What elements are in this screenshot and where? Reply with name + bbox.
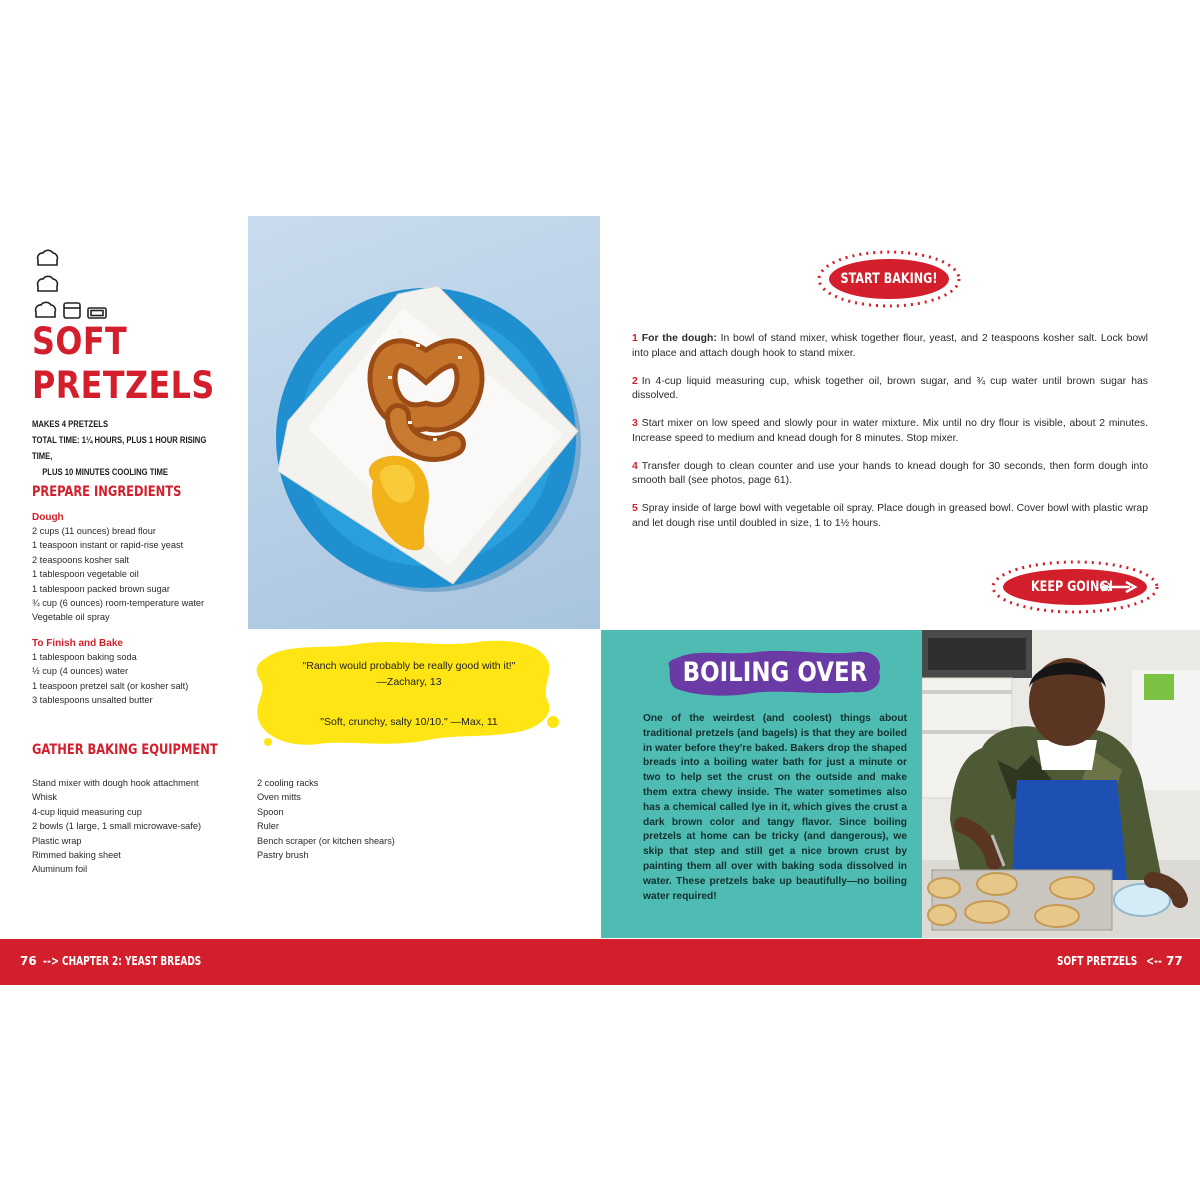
boiling-over-text: One of the weirdest (and coolest) things about traditional pretzels (and bagels) is that they are boiled in water before they're baked. Bakers drop the shaped breads into a boiling water bath for just a minute or two to help set the crust on the outside and make them extra chewy inside. The water sometimes also has a chemical called lye in it, which gives the crust a dark brown color and tangy flavor. Since boiling pretzels at home can be tricky (and dangerous), we skip that step and still get a nice brown crust by painting them all over with baking soda dissolved in water. These pretzels bake up beautifully—no boiling water required! (643, 713, 907, 902)
recipe-step (632, 375, 1148, 404)
pretzel-illustration (248, 216, 600, 629)
book-spread (0, 216, 1200, 986)
right-page-number: 77 (1166, 954, 1183, 968)
boiling-over-title: BOILING OVER (682, 656, 868, 688)
equipment-item: Oven mitts (257, 792, 301, 803)
quote-zachary (248, 658, 570, 690)
equipment-item: Stand mixer with dough hook attachment (32, 778, 199, 788)
yellow-splat-shape (248, 636, 570, 752)
recipe-step (632, 332, 1148, 361)
recipe-title-line2: PRETZELS (32, 364, 215, 407)
equipment-item: Whisk (32, 792, 58, 803)
ingredient-item: 1 tablespoon baking soda (32, 651, 137, 662)
ingredients-section (32, 484, 247, 707)
total-time-text-cont: PLUS 10 MINUTES COOLING TIME (42, 467, 169, 477)
ingredient-item: ¾ cup (6 ounces) room-temperature water (32, 598, 205, 609)
arrow-right-icon (1098, 580, 1138, 594)
recipe-step (632, 417, 1148, 446)
equipment-list (32, 776, 427, 877)
difficulty-chef-hat-icons (32, 246, 122, 322)
recipe-meta (32, 416, 215, 480)
equipment-item: 4-cup liquid measuring cup (32, 806, 142, 817)
quote-zachary-text: "Ranch would probably be really good with it!" (302, 660, 516, 672)
kid-quotes-bubble (248, 636, 570, 752)
keep-going-label: KEEP GOING! (1031, 579, 1114, 595)
step-number: 2 (632, 375, 638, 387)
quote-max: "Soft, crunchy, salty 10/10." —Max, 11 (320, 716, 498, 728)
left-chapter-title: CHAPTER 2: YEAST BREADS (62, 954, 202, 968)
ingredient-item: 1 tablespoon vegetable oil (32, 569, 139, 580)
footer-arrow-left: --> (43, 954, 60, 968)
step-text: Spray inside of large bowl with vegetable oil spray. Place dough in greased bowl. Cover bowl with plastic wrap and let dough rise until doubled in size, 1 to 1½ hours. (632, 503, 1148, 529)
ingredient-item: 3 tablespoons unsalted butter (32, 695, 153, 706)
ingredient-item: 1 tablespoon packed brown sugar (32, 583, 170, 594)
equipment-item: Pastry brush (257, 850, 309, 861)
recipe-title-line1: SOFT (32, 320, 128, 363)
boiling-over-title-badge (667, 648, 883, 696)
step-number: 5 (632, 503, 638, 514)
step-number: 3 (632, 418, 638, 429)
step-number: 4 (632, 460, 638, 472)
page-footer (0, 939, 1200, 985)
start-baking-badge (816, 250, 962, 308)
equipment-item: 2 bowls (1 large, 1 small microwave-safe) (32, 821, 202, 832)
recipe-title (32, 320, 215, 408)
step-lead: For the dough: (641, 333, 717, 344)
keep-going-badge (990, 560, 1160, 614)
equipment-item: Aluminum foil (32, 864, 88, 875)
step-text: Transfer dough to clean counter and use your hands to knead dough for 30 seconds, then form dough into smooth ball (see photos, page 61). (632, 460, 1148, 486)
kid-baking-illustration (922, 630, 1200, 938)
step-text: Start mixer on low speed and slowly pour in water mixture. Mix until no dry flour is visible, about 2 minutes. Increase speed to medium and knead dough for 8 minutes. Stop mixer. (632, 418, 1148, 444)
dough-subheading: Dough (32, 512, 64, 523)
ingredient-item: 2 cups (11 ounces) bread flour (32, 526, 156, 536)
ingredients-heading: PREPARE INGREDIENTS (32, 484, 182, 500)
step-number: 1 (632, 333, 638, 344)
equipment-item: Rimmed baking sheet (32, 850, 121, 861)
step-text: In bowl of stand mixer, whisk together flour, yeast, and 2 teaspoons kosher salt. Lock bowl into place and attach dough hook to stand mixer. (632, 333, 1148, 359)
pretzel-photo (248, 216, 600, 629)
equipment-item: Bench scraper (or kitchen shears) (257, 835, 395, 846)
recipe-steps (632, 332, 1148, 545)
total-time-text: TOTAL TIME: 1¼ HOURS, PLUS 1 HOUR RISING TIME, (32, 435, 207, 461)
step-text: In 4-cup liquid measuring cup, whisk together oil, brown sugar, and ¾ cup water until brown sugar has dissolved. (632, 375, 1148, 401)
left-page-number: 76 (20, 954, 37, 968)
equipment-column-1 (32, 776, 257, 877)
start-baking-label: START BAKING! (840, 271, 938, 287)
equipment-item: 2 cooling racks (257, 778, 319, 788)
equipment-heading: GATHER BAKING EQUIPMENT (32, 742, 218, 758)
ingredient-item: 2 teaspoons kosher salt (32, 554, 130, 565)
equipment-item: Ruler (257, 821, 279, 832)
right-page-title: SOFT PRETZELS (1057, 954, 1138, 968)
ingredient-item: Vegetable oil spray (32, 612, 110, 623)
kid-baking-photo (922, 630, 1200, 938)
boiling-over-box (601, 630, 922, 938)
ingredient-item: 1 teaspoon pretzel salt (or kosher salt) (32, 680, 189, 691)
equipment-item: Plastic wrap (32, 835, 82, 846)
recipe-step (632, 502, 1148, 531)
ingredient-item: ½ cup (4 ounces) water (32, 666, 129, 677)
ingredient-item: 1 teaspoon instant or rapid-rise yeast (32, 540, 184, 551)
dough-ingredient-list (32, 524, 247, 625)
makes-text: MAKES 4 PRETZELS (32, 419, 109, 429)
equipment-item: Spoon (257, 806, 284, 817)
quote-zachary-author: —Zachary, 13 (376, 676, 442, 688)
recipe-step (632, 460, 1148, 489)
finish-subheading: To Finish and Bake (32, 637, 123, 649)
finish-ingredient-list (32, 650, 247, 708)
equipment-column-2 (257, 776, 395, 877)
footer-arrow-right: <-- (1146, 954, 1163, 968)
